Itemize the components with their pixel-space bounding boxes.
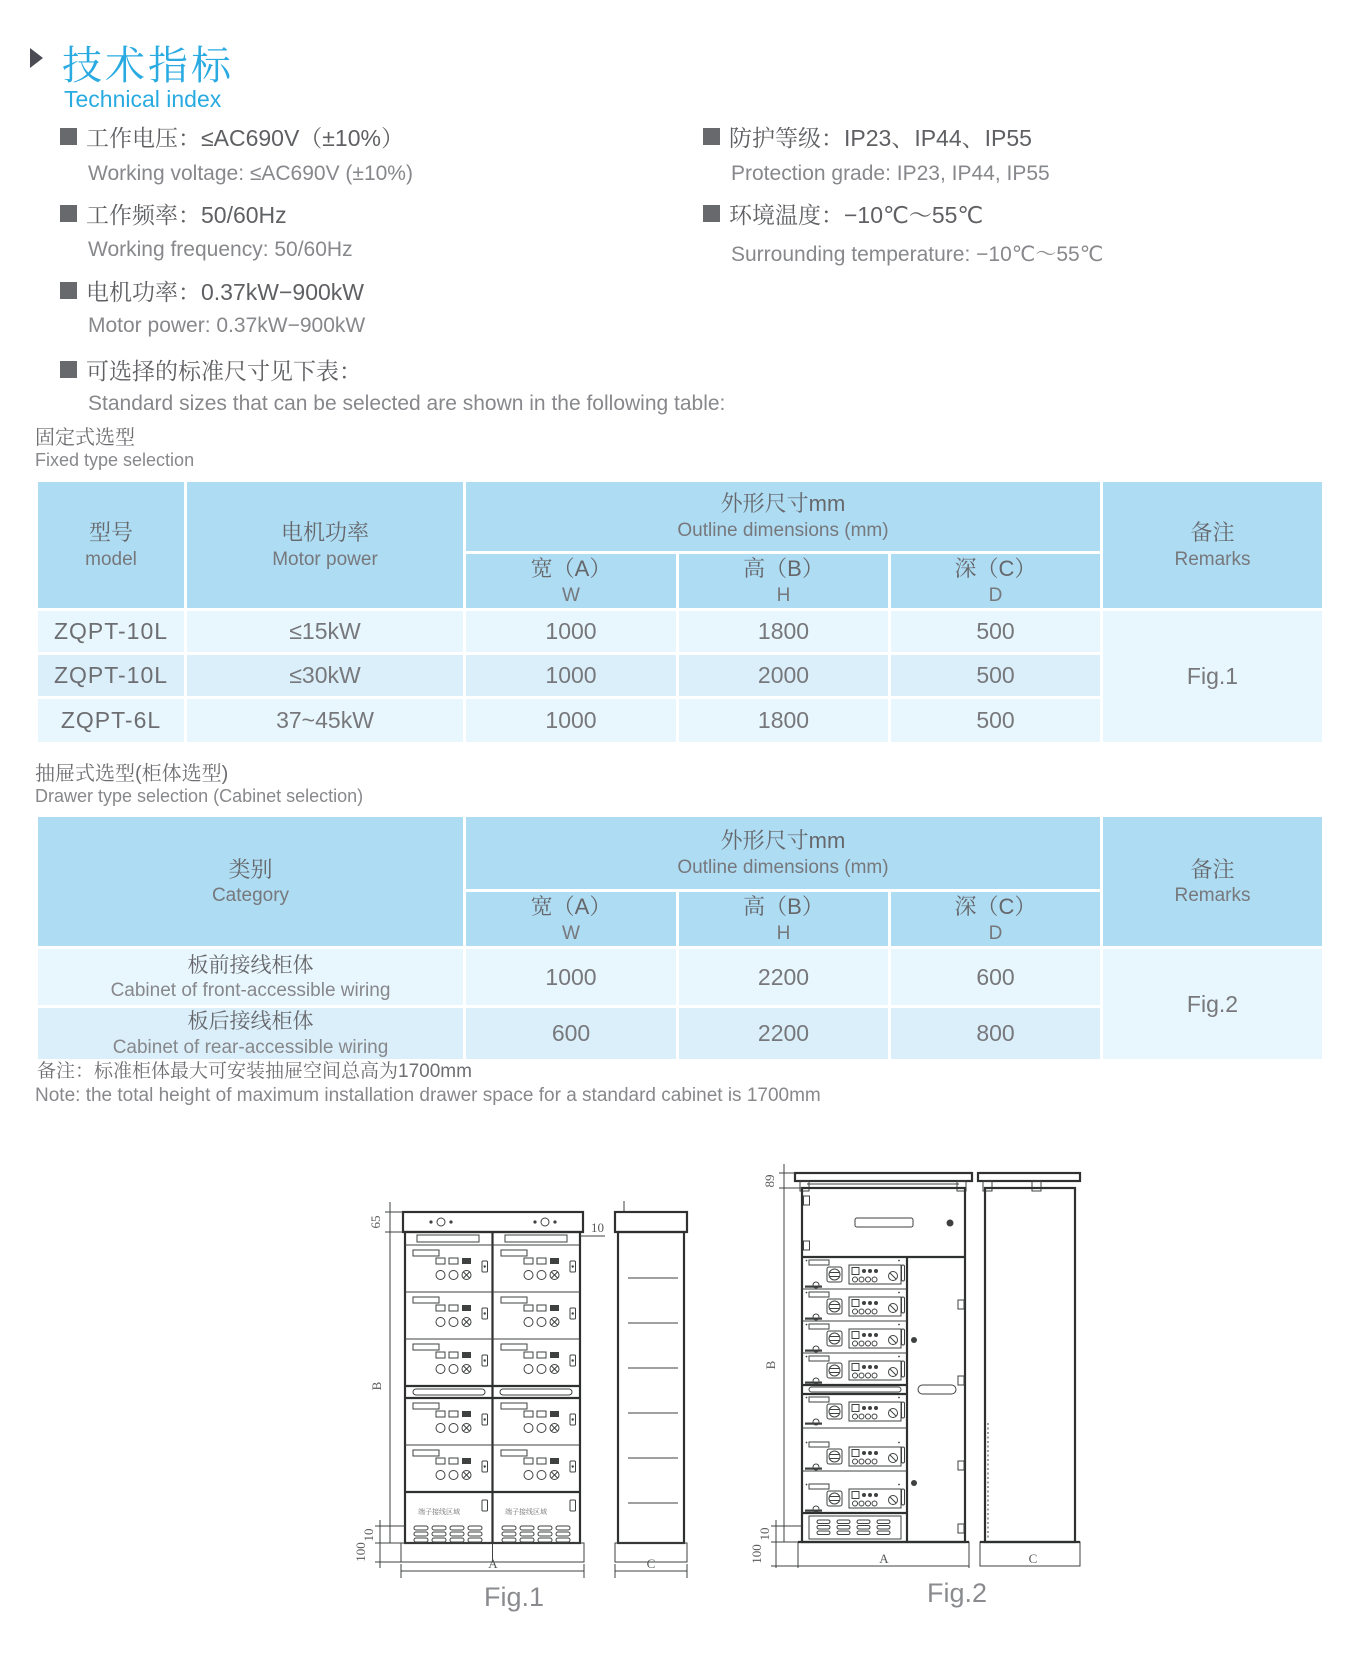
model-cell: ZQPT-6L (37, 698, 186, 744)
fig2-side-view (978, 1173, 1080, 1566)
depth-cell: 800 (890, 1007, 1102, 1061)
bullet-square-icon (703, 205, 720, 222)
fig1-dim-A: A (488, 1556, 498, 1571)
table-row (37, 610, 1324, 654)
fig2-cabinet-drawing (737, 1128, 1087, 1568)
bullet-square-icon (60, 282, 77, 299)
depth-cell: 500 (890, 698, 1102, 744)
fig1-dimensions (353, 1202, 605, 1578)
width-cell: 1000 (465, 698, 678, 744)
col-header-category: 类别 Category (37, 816, 465, 948)
col-header-width: 宽（A） W (465, 553, 678, 610)
spec-protection-grade-en: Protection grade: IP23, IP44, IP55 (731, 162, 1050, 185)
fig1-cabinet-drawing (333, 1128, 695, 1580)
spec-working-frequency-zh: 工作频率：50/60Hz (60, 197, 287, 230)
terminal-area-label: 端子接线区域 (505, 1509, 547, 1516)
fig2-vents (817, 1520, 890, 1535)
col-header-model: 型号 model (37, 481, 186, 610)
col-header-width: 宽（A） W (465, 891, 678, 948)
table-note-zh: 备注：标准柜体最大可安装抽屉空间总高为1700mm (37, 1061, 472, 1082)
remark-cell: Fig.1 (1102, 610, 1324, 744)
fig2-dim-89: 89 (762, 1174, 777, 1188)
fig2-front-view (795, 1173, 972, 1566)
terminal-area-label: 端子接线区域 (418, 1509, 460, 1516)
power-cell: ≤15kW (186, 610, 465, 654)
fig1-side-view (615, 1201, 687, 1578)
col-header-motor-power: 电机功率 Motor power (186, 481, 465, 610)
col-header-remarks: 备注 Remarks (1102, 481, 1324, 610)
fig2-caption: Fig.2 (926, 1578, 988, 1608)
fig2-dim-A: A (879, 1551, 889, 1566)
spec-surrounding-temperature-zh: 环境温度：−10℃～55℃ (703, 197, 983, 230)
bullet-square-icon (60, 361, 77, 378)
spec-standard-sizes-en: Standard sizes that can be selected are shown in the following table: (88, 392, 726, 415)
fixed-type-table (35, 479, 1325, 745)
spec-standard-sizes-zh: 可选择的标准尺寸见下表： (60, 353, 362, 386)
bullet-square-icon (60, 205, 77, 222)
spec-motor-power-zh: 电机功率：0.37kW−900kW (60, 274, 364, 307)
fig2-dim-100: 100 (749, 1544, 764, 1564)
fixed-section-label-en: Fixed type selection (35, 450, 195, 470)
category-cell: 板前接线柜体 Cabinet of front-accessible wiring (37, 948, 465, 1007)
width-cell: 600 (465, 1007, 678, 1061)
table-row (37, 948, 1324, 1007)
height-cell: 2000 (678, 654, 890, 698)
drawer-section-label-zh: 抽屉式选型(柜体选型) (35, 763, 229, 785)
bullet-square-icon (703, 128, 720, 145)
col-header-remarks: 备注 Remarks (1102, 816, 1324, 948)
col-header-outline-dimensions: 外形尺寸mm Outline dimensions (mm) (465, 481, 1102, 553)
fig2-dim-C: C (1028, 1551, 1038, 1566)
col-header-height: 高（B） H (678, 553, 890, 610)
remark-cell: Fig.2 (1102, 948, 1324, 1061)
page-subtitle: Technical index (64, 86, 222, 112)
fig1-dim-100: 100 (353, 1542, 368, 1562)
depth-cell: 500 (890, 654, 1102, 698)
height-cell: 2200 (678, 1007, 890, 1061)
fig1-dim-65: 65 (368, 1215, 383, 1229)
height-cell: 1800 (678, 610, 890, 654)
height-cell: 1800 (678, 698, 890, 744)
depth-cell: 600 (890, 948, 1102, 1007)
fig1-dim-C: C (646, 1556, 656, 1571)
spec-working-frequency-en: Working frequency: 50/60Hz (88, 238, 353, 261)
fig1-dim-10-top: 10 (591, 1220, 604, 1235)
bullet-square-icon (60, 128, 77, 145)
model-cell: ZQPT-10L (37, 610, 186, 654)
depth-cell: 500 (890, 610, 1102, 654)
width-cell: 1000 (465, 654, 678, 698)
col-header-depth: 深（C） D (890, 891, 1102, 948)
fig1-dim-B: B (369, 1381, 384, 1391)
col-header-outline-dimensions: 外形尺寸mm Outline dimensions (mm) (465, 816, 1102, 891)
model-cell: ZQPT-10L (37, 654, 186, 698)
fig2-dim-B: B (763, 1360, 778, 1370)
fig1-front-view (401, 1212, 584, 1562)
height-cell: 2200 (678, 948, 890, 1007)
category-cell: 板后接线柜体 Cabinet of rear-accessible wiring (37, 1007, 465, 1061)
drawer-type-table (35, 814, 1325, 1062)
section-arrow-icon (30, 48, 43, 68)
spec-working-voltage-zh: 工作电压：≤AC690V（±10%） (60, 120, 404, 153)
power-cell: ≤30kW (186, 654, 465, 698)
spec-protection-grade-zh: 防护等级：IP23、IP44、IP55 (703, 120, 1032, 153)
fixed-section-label-zh: 固定式选型 (35, 427, 135, 449)
spec-surrounding-temperature-en: Surrounding temperature: −10℃～55℃ (731, 243, 1104, 266)
fig1-dim-10-vent: 10 (361, 1528, 376, 1542)
page-title: 技术指标 (62, 44, 234, 88)
power-cell: 37~45kW (186, 698, 465, 744)
width-cell: 1000 (465, 610, 678, 654)
table-note-en: Note: the total height of maximum installation drawer space for a standard cabinet is 1700mm (35, 1085, 821, 1106)
spec-motor-power-en: Motor power: 0.37kW−900kW (88, 314, 366, 337)
fig2-dim-10-vent: 10 (757, 1527, 772, 1541)
drawer-section-label-en: Drawer type selection (Cabinet selection) (35, 786, 364, 806)
fig1-caption: Fig.1 (483, 1582, 545, 1612)
width-cell: 1000 (465, 948, 678, 1007)
col-header-height: 高（B） H (678, 891, 890, 948)
col-header-depth: 深（C） D (890, 553, 1102, 610)
spec-working-voltage-en: Working voltage: ≤AC690V (±10%) (88, 162, 413, 185)
